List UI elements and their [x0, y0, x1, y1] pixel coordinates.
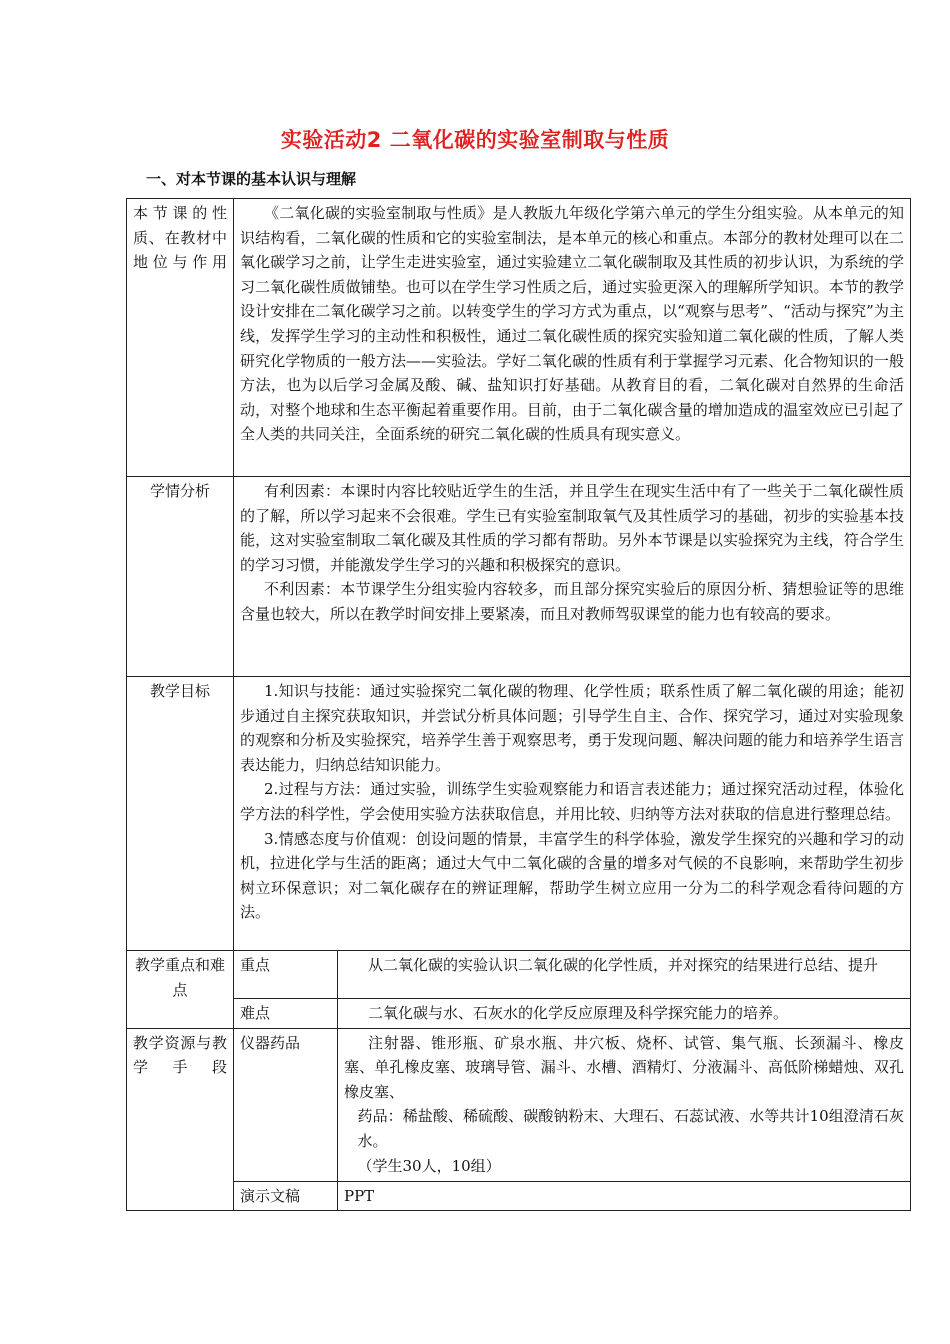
label-key-point: 重点	[234, 951, 338, 999]
label-instruments: 仪器药品	[234, 1028, 338, 1181]
cell-analysis	[234, 477, 911, 677]
row-analysis	[127, 477, 911, 677]
section-heading: 一、对本节课的基本认识与理解	[146, 170, 357, 188]
cell-difficulty	[338, 999, 911, 1029]
row-key-point	[127, 951, 911, 999]
row-demo	[127, 1181, 911, 1211]
cell-instruments	[338, 1028, 911, 1181]
row-instruments	[127, 1028, 911, 1181]
cell-key-point	[338, 951, 911, 999]
nature-text: 《二氧化碳的实验室制取与性质》是人教版九年级化学第六单元的学生分组实验。从本单元的知识结构看，二氧化碳的性质和它的实验室制法，是本单元的核心和重点。本部分的教材处理可以在二氧化碳学习之前，让学生走进实验室，通过实验建立二氧化碳制取及其性质的初步认识，为系统的学习二氧化碳性质做铺垫。也可以在学生学习性质之后，通过实验更深入的理解所学知识。本节的教学设计安排在二氧化碳学习之前。以转变学生的学习方式为重点，以“观察与思考”、“活动与探究”为主线，发挥学生学习的主动性和积极性，通过二氧化碳性质的探究实验知道二氧化碳的性质，了解人类研究化学物质的一般方法——实验法。学好二氧化碳的性质有利于掌握学习元素、化合物知识的一般方法，也为以后学习金属及酸、碱、盐知识打好基础。从教育目的看，二氧化碳对自然界的生命活动，对整个地球和生态平衡起着重要作用。目前，由于二氧化碳含量的增加造成的温室效应已引起了全人类的共同关注，全面系统的研究二氧化碳的性质具有现实意义。	[240, 204, 904, 444]
page-title: 实验活动2 二氧化碳的实验室制取与性质	[280, 128, 670, 152]
label-key: 教学重点和难点	[127, 951, 234, 1029]
drugs-text: 药品：稀盐酸、稀硫酸、碳酸钠粉末、大理石、石蕊试液、水等共计10组澄清石灰水。	[357, 1107, 904, 1150]
goal-2: 2.过程与方法：通过实验，训练学生实验观察能力和语言表述能力；通过探究活动过程，体验化学方法的科学性，学会使用实验方法获取信息，并用比较、归纳等方法对获取的信息进行整理总结。	[240, 780, 904, 823]
label-nature: 本节课的性质、在教材中地位与作用	[127, 199, 234, 477]
analysis-p1: 有利因素：本课时内容比较贴近学生的生活，并且学生在现实生活中有了一些关于二氧化碳性质的了解，所以学习起来不会很难。学生已有实验室制取氧气及其性质学习的基础，初步的实验基本技能，这对实验室制取二氧化碳及其性质的学习都有帮助。另外本节课是以实验探究为主线，符合学生的学习习惯，并能激发学生学习的兴趣和积极探究的意识。	[240, 482, 904, 574]
students-text: （学生30人，10组）	[357, 1156, 501, 1175]
lesson-table	[126, 198, 911, 1211]
row-difficulty	[127, 999, 911, 1029]
cell-nature	[234, 199, 911, 477]
label-analysis: 学情分析	[127, 477, 234, 677]
instruments-text: 注射器、锥形瓶、矿泉水瓶、井穴板、烧杯、试管、集气瓶、长颈漏斗、橡皮塞、单孔橡皮塞、玻璃导管、漏斗、水槽、酒精灯、分液漏斗、高低阶梯蜡烛、双孔橡皮塞、	[344, 1033, 904, 1101]
label-demo: 演示文稿	[234, 1181, 338, 1211]
label-difficulty: 难点	[234, 999, 338, 1029]
cell-goals	[234, 677, 911, 951]
label-goals: 教学目标	[127, 677, 234, 951]
key-point-text: 从二氧化碳的实验认识二氧化碳的化学性质，并对探究的结果进行总结、提升	[368, 956, 879, 974]
row-nature	[127, 199, 911, 477]
demo-text: PPT	[344, 1186, 375, 1205]
difficulty-text: 二氧化碳与水、石灰水的化学反应原理及科学探究能力的培养。	[368, 1004, 789, 1022]
analysis-p2: 不利因素：本节课学生分组实验内容较多，而且部分探究实验后的原因分析、猜想验证等的思维含量也较大，所以在教学时间安排上要紧凑，而且对教师驾驭课堂的能力也有较高的要求。	[240, 580, 904, 623]
label-resources: 教学资源与教学手段	[127, 1028, 234, 1211]
row-goals	[127, 677, 911, 951]
goal-3: 3.情感态度与价值观：创设问题的情景，丰富学生的科学体验，激发学生探究的兴趣和学习的动机，拉进化学与生活的距离；通过大气中二氧化碳的含量的增多对气候的不良影响，来帮助学生初步树立环保意识；对二氧化碳存在的辨证理解，帮助学生树立应用一分为二的科学观念看待问题的方法。	[240, 829, 904, 922]
cell-demo	[338, 1181, 911, 1211]
goal-1: 1.知识与技能：通过实验探究二氧化碳的物理、化学性质；联系性质了解二氧化碳的用途；能初步通过自主探究获取知识，并尝试分析具体问题；引导学生自主、合作、探究学习，通过对实验现象的观察和分析及实验探究，培养学生善于观察思考，勇于发现问题、解决问题的能力和培养学生语言表达能力，归纳总结知识能力。	[240, 682, 904, 774]
